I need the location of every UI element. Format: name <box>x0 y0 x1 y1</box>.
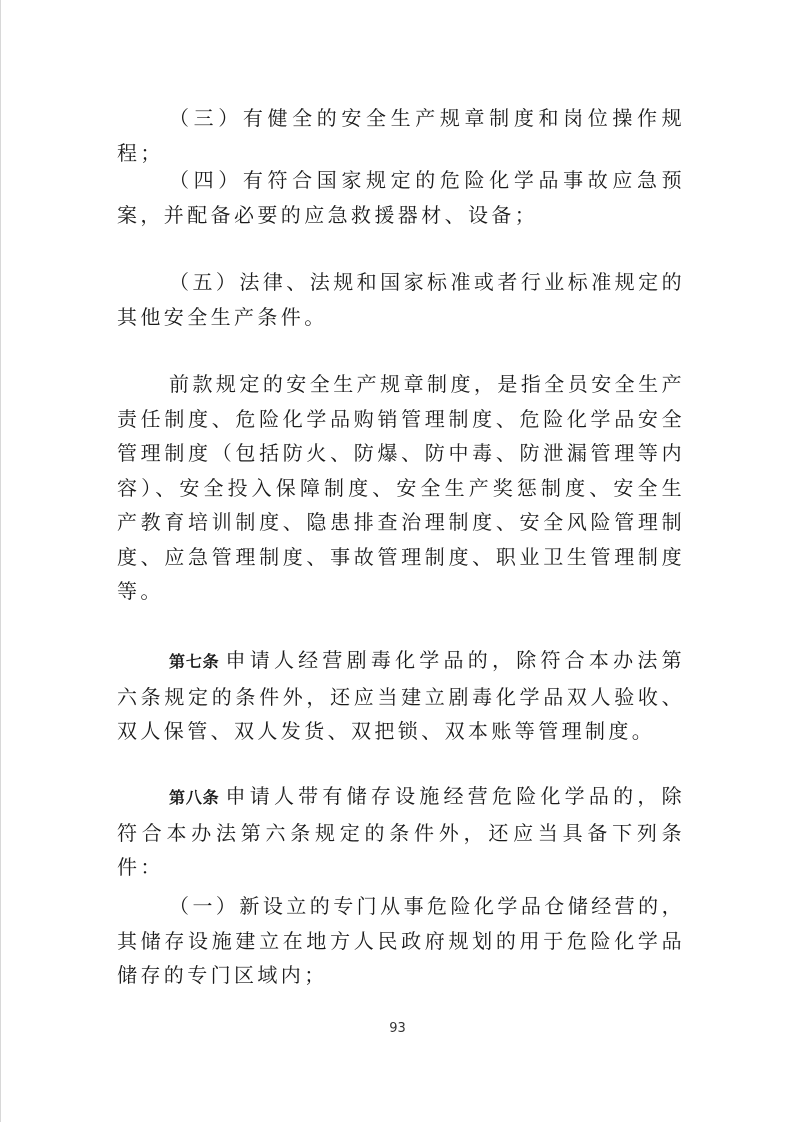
article-8-text: 申请人带有储存设施经营危险化学品的，除符合本办法第六条规定的条件外，还应当具备下列条件： <box>117 784 685 879</box>
article-7-text: 申请人经营剧毒化学品的，除符合本办法第六条规定的条件外，还应当建立剧毒化学品双人验收、双人保管、双人发货、双把锁、双本账等管理制度。 <box>117 648 685 743</box>
paragraph-item-5 <box>117 265 685 334</box>
article-8-label: 第八条 <box>169 788 220 807</box>
paragraph-text: （五）法律、法规和国家标准或者行业标准规定的其他安全生产条件。 <box>117 270 685 329</box>
article-7-label: 第七条 <box>169 652 220 671</box>
page-number: 93 <box>389 1021 406 1036</box>
article-8 <box>117 779 685 885</box>
paragraph-rules-definition <box>117 367 685 609</box>
article-7 <box>117 643 685 749</box>
paragraph-text: 前款规定的安全生产规章制度，是指全员安全生产责任制度、危险化学品购销管理制度、危险化学品安全管理制度（包括防火、防爆、防中毒、防泄漏管理等内容）、安全投入保障制度、安全生产奖惩制度、安全生产教育培训制度、隐患排查治理制度、安全风险管理制度、应急管理制度、事故管理制度、职业卫生管理制度等。 <box>117 372 685 603</box>
paragraph-item-3 <box>117 101 685 170</box>
paragraph-text: （一）新设立的专门从事危险化学品仓储经营的，其储存设施建立在地方人民政府规划的用于危险化学品储存的专门区域内； <box>117 894 685 987</box>
paragraph-item-1 <box>117 889 685 993</box>
paragraph-item-4 <box>117 163 685 232</box>
paragraph-text: （四）有符合国家规定的危险化学品事故应急预案，并配备必要的应急救援器材、设备； <box>117 168 685 227</box>
paragraph-text: （三）有健全的安全生产规章制度和岗位操作规程； <box>117 106 685 165</box>
